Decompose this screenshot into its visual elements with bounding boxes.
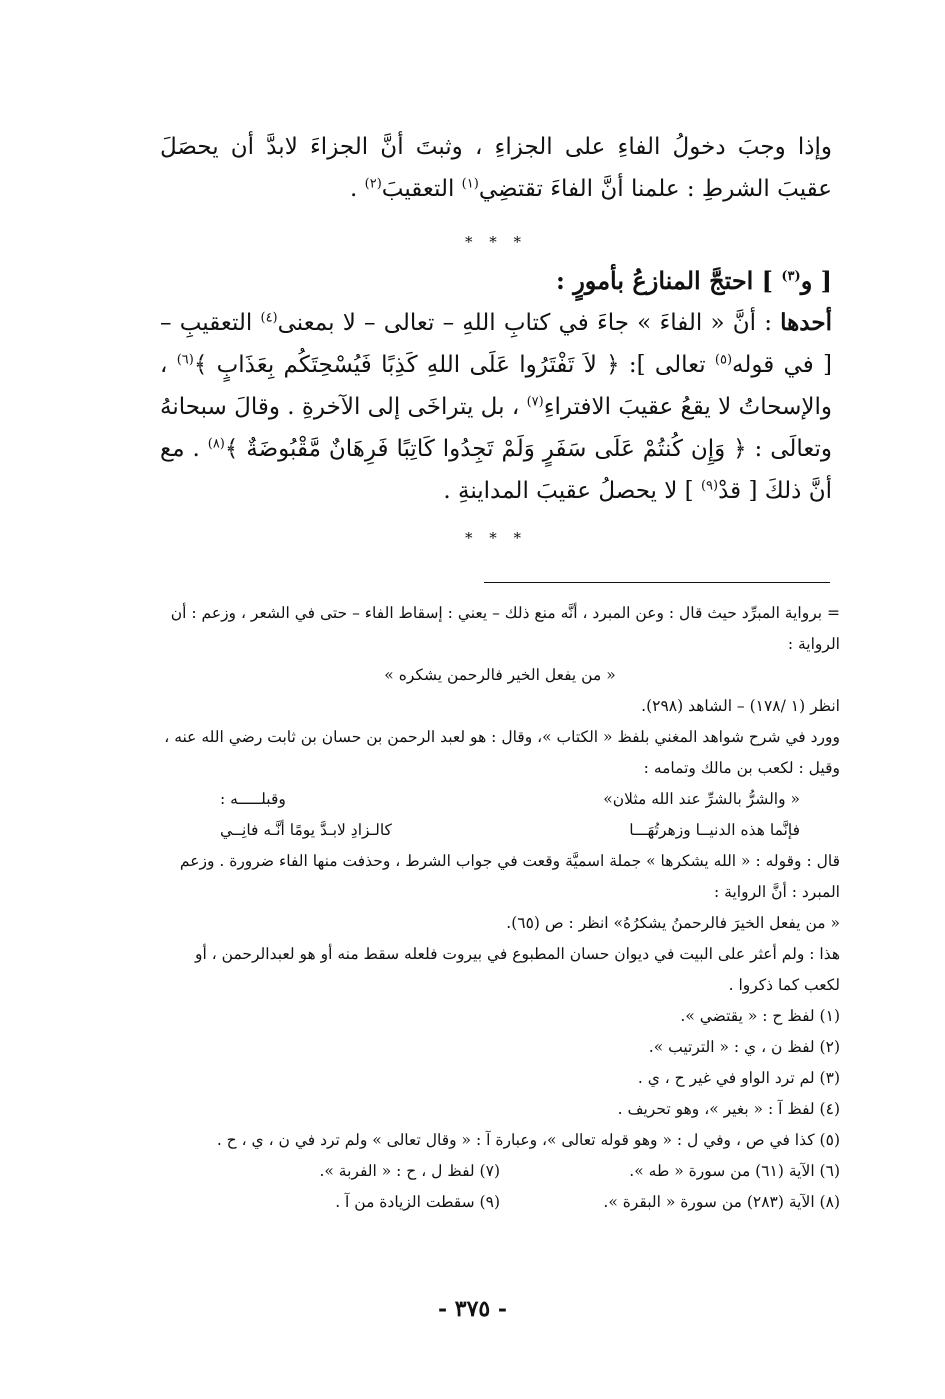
- note-source: وورد في شرح شواهد المغني بلفظ « الكتاب »، وقال : هو لعبد الرحمن بن حسان بن ثابت رضي الله عنه ، وقيل : لكعب بن مالك وتمامه :: [164, 728, 840, 777]
- heading-text: ] احتجَّ المنازعُ بأمورٍ :: [556, 266, 782, 295]
- footnote-9: (٩) سقطت الزيادة من آ .: [335, 1193, 500, 1211]
- footnote-ref-8: (٨): [207, 436, 225, 452]
- verse-1a: « والشرُّ بالشرِّ عند الله مثلان»: [603, 790, 800, 808]
- footnote-ref-4: (٤): [260, 310, 278, 326]
- para2-d: ، والإسحاتُ لا يقعُ عقيبَ الافتراءِ: [160, 352, 832, 420]
- footnote-ref-7: (٧): [526, 394, 544, 410]
- footnote-4: (٤) لفظ آ : « بغير »، وهو تحريف .: [617, 1100, 840, 1118]
- section-separator-1: * * *: [464, 233, 528, 251]
- paragraph-2: [160, 302, 832, 512]
- page-number: - ٣٧٥ -: [437, 1296, 508, 1322]
- para2-c: تعالى ]: ﴿ لاَ تَفْتَرُوا عَلَى اللهِ كَذِبًا فَيُسْحِتَكُم بِعَذَابٍ ﴾: [193, 352, 715, 378]
- footnote-7: (٧) لفظ ل ، ح : « الفربة ».: [319, 1162, 500, 1180]
- para2-e: ، بل يتراخَى إلى الآخرةِ . وقالَ سبحانهُ وتعالَى : ﴿ وَإِن كُنتُمْ عَلَى سَفَرٍ وَلَمْ تَجِدُوا كَاتِبًا فَرِهَانٌ مَّقْبُوضَةٌ ﴾: [160, 394, 832, 462]
- footnote-ref-2: (٢): [364, 176, 382, 192]
- footnote-ref-1: (١): [461, 176, 479, 192]
- footnote-ref-6: (٦): [176, 352, 194, 368]
- para2-a: : أنَّ « الفاءَ » جاءَ في كتابِ اللهِ – تعالى – لا بمعنى: [277, 310, 781, 336]
- para1-text: وإذا وجبَ دخولُ الفاءِ على الجزاءِ ، وثبتَ أنَّ الجزاءَ لابدَّ أن يحصَلَ عقيبَ الشرطِ : علمنا أنَّ الفاءَ تقتضِي: [160, 134, 832, 202]
- footnote-6: (٦) الآية (٦١) من سورة « طه ».: [629, 1162, 840, 1180]
- para2-b: التعقيبِ – [ في قوله: [160, 310, 832, 378]
- footnote-3: (٣) لم ترد الواو في غير ح ، ي .: [637, 1069, 840, 1087]
- verse-1b: وقبلـــــه :: [220, 790, 286, 808]
- heading-open: [ و: [800, 266, 832, 295]
- footnote-ref-3: (٣): [781, 269, 801, 284]
- section-separator-2: * * *: [464, 529, 528, 547]
- verse-row-1: [160, 784, 840, 815]
- note-verse-quote: « من يفعل الخير فالرحمن يشكره »: [384, 666, 616, 684]
- verse-row-2: [160, 815, 840, 846]
- footnote-1: (١) لفظ ح : « يقتضي ».: [680, 1007, 840, 1025]
- footnote-ref-5: (٥): [714, 352, 733, 368]
- note-line-1: = برواية المبرِّد حيث قال : وعن المبرد ، أنَّه منع ذلك – يعني : إسقاط الفاء – حتى في الشعر ، وزعم : أن الرواية :: [170, 604, 840, 653]
- note-remark: هذا : ولم أعثر على البيت في ديوان حسان المطبوع في بيروت فلعله سقط منه أو هو لعبدالرحمن ، أو لكعب كما ذكروا .: [195, 945, 840, 994]
- footnotes: [160, 598, 840, 1218]
- verse-2a: فإنَّما هذه الدنيــا وزهرتُهَـــا: [629, 821, 800, 839]
- footnote-grid: [160, 1156, 840, 1218]
- footnote-2: (٢) لفظ ن ، ي : « الترتيب ».: [648, 1038, 840, 1056]
- footnote-divider: [484, 582, 830, 583]
- note-rewording: « من يفعل الخيرَ فالرحمنُ يشكرُهُ» انظر : ص (٦٥).: [506, 914, 840, 932]
- footnote-8: (٨) الآية (٢٨٣) من سورة « البقرة ».: [603, 1193, 840, 1211]
- footnote-5: (٥) كذا في ص ، وفي ل : « وهو قوله تعالى »، وعبارة آ : « وقال تعالى » ولم ترد في ن ، ي ، ح .: [216, 1131, 840, 1149]
- verse-2b: كالـزادِ لابـدَّ يومًا أنَّـه فانِــي: [220, 821, 392, 839]
- first-label: أحدها: [780, 309, 832, 336]
- note-comment: قال : وقوله : « الله يشكرها » جملة اسميَّة وقعت في جواب الشرط ، وحذفت منها الفاء ضرورة . وزعم المبرد : أنَّ الرواية :: [179, 852, 840, 901]
- main-text: [160, 126, 832, 548]
- para1-end: .: [350, 176, 365, 202]
- footnote-ref-9: (٩): [700, 478, 719, 494]
- section-heading: [160, 260, 832, 302]
- paragraph-1: [160, 126, 832, 210]
- para2-g: ] لا يحصلُ عقيبَ المداينةِ .: [443, 478, 701, 504]
- note-reference: انظر (١ /١٧٨) – الشاهد (٢٩٨).: [641, 697, 840, 715]
- para1-mid: التعقيبَ: [381, 176, 462, 202]
- para2-f: . مع أنَّ ذلكَ [ قدْ: [160, 436, 832, 504]
